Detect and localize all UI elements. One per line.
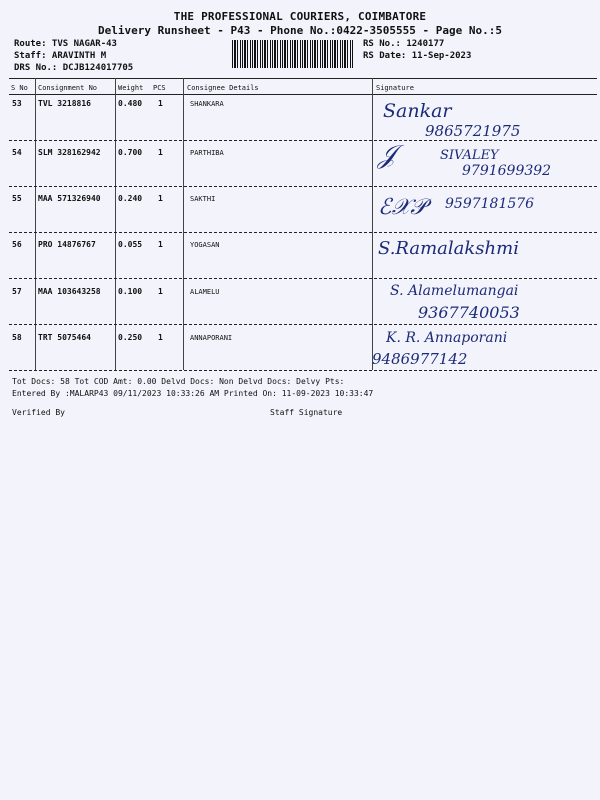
signature-name: S. Alamelumangai (390, 283, 519, 299)
barcode-image (232, 40, 354, 68)
row-consignment: TRT 5075464 (38, 333, 91, 342)
row-sno: 53 (12, 99, 22, 108)
col-header-pcs: PCS (153, 84, 166, 92)
row-sno: 54 (12, 148, 22, 157)
row-weight: 0.100 (118, 287, 143, 296)
col-divider (372, 78, 373, 370)
runsheet-subtitle: Delivery Runsheet - P43 - Phone No.:0422-3505555 - Page No.:5 (98, 24, 502, 37)
signature-scribble: 𝒥 (378, 140, 396, 170)
rs-number: RS No.: 1240177 (363, 39, 445, 49)
signature-phone: 9791699392 (462, 163, 552, 179)
signature-scribble: ℰ𝒳𝒫 (378, 195, 427, 220)
route-label: Route: TVS NAGAR-43 (14, 39, 117, 49)
signature-name: SIVALEY (440, 148, 499, 163)
row-consignment: PRO 14876767 (38, 240, 96, 249)
signature-name: K. R. Annaporani (386, 330, 508, 346)
row-consignment: TVL 3218816 (38, 99, 91, 108)
row-pcs: 1 (158, 194, 163, 203)
row-consignee: SHANKARA (190, 100, 224, 108)
row-divider (9, 232, 597, 233)
table-bottom-rule (9, 370, 597, 371)
row-weight: 0.250 (118, 333, 143, 342)
row-weight: 0.480 (118, 99, 143, 108)
col-header-consignment: Consignment No (38, 84, 98, 92)
staff-signature-label: Staff Signature (270, 408, 343, 417)
row-consignee: SAKTHI (190, 195, 216, 203)
signature-phone: 9367740053 (418, 303, 520, 322)
row-divider (9, 324, 597, 325)
row-consignee: ANNAPORANI (190, 334, 233, 342)
entered-printed-line: Entered By :MALARP43 09/11/2023 10:33:26 AM Printed On: 11-09-2023 10:33:47 (12, 389, 374, 398)
row-divider (9, 186, 597, 187)
row-pcs: 1 (158, 148, 163, 157)
col-header-consignee: Consignee Details (187, 84, 259, 92)
row-sno: 56 (12, 240, 22, 249)
signature-phone: 9865721975 (425, 122, 521, 140)
col-header-sno: S No (11, 84, 28, 92)
row-weight: 0.240 (118, 194, 143, 203)
col-divider (35, 78, 36, 370)
row-sno: 55 (12, 194, 22, 203)
signature-name: Sankar (383, 100, 452, 122)
col-divider (183, 78, 184, 370)
col-header-weight: Weight (118, 84, 144, 92)
signature-phone: 9597181576 (445, 196, 535, 212)
signature-phone: 9486977142 (372, 350, 468, 368)
row-sno: 57 (12, 287, 22, 296)
col-header-signature: Signature (376, 84, 414, 92)
staff-label: Staff: ARAVINTH M (14, 51, 107, 61)
col-divider (115, 78, 116, 370)
table-top-rule (9, 78, 597, 79)
row-consignee: ALAMELU (190, 288, 220, 296)
rs-date: RS Date: 11-Sep-2023 (363, 51, 472, 61)
drs-number: DRS No.: DCJB124017705 (14, 63, 134, 73)
row-pcs: 1 (158, 333, 163, 342)
row-consignee: YOGASAN (190, 241, 220, 249)
row-consignment: SLM 328162942 (38, 148, 101, 157)
row-pcs: 1 (158, 287, 163, 296)
row-consignee: PARTHIBA (190, 149, 224, 157)
verified-by-label: Verified By (12, 408, 65, 417)
row-consignment: MAA 571326940 (38, 194, 101, 203)
row-weight: 0.055 (118, 240, 143, 249)
row-pcs: 1 (158, 99, 163, 108)
totals-line: Tot Docs: 58 Tot COD Amt: 0.00 Delvd Docs: Non Delvd Docs: Delvy Pts: (12, 377, 345, 386)
table-header-rule (9, 94, 597, 95)
row-consignment: MAA 103643258 (38, 287, 101, 296)
company-title: THE PROFESSIONAL COURIERS, COIMBATORE (173, 10, 427, 23)
signature-name: S.Ramalakshmi (378, 238, 519, 259)
row-sno: 58 (12, 333, 22, 342)
row-weight: 0.700 (118, 148, 143, 157)
row-pcs: 1 (158, 240, 163, 249)
row-divider (9, 140, 597, 141)
row-divider (9, 278, 597, 279)
